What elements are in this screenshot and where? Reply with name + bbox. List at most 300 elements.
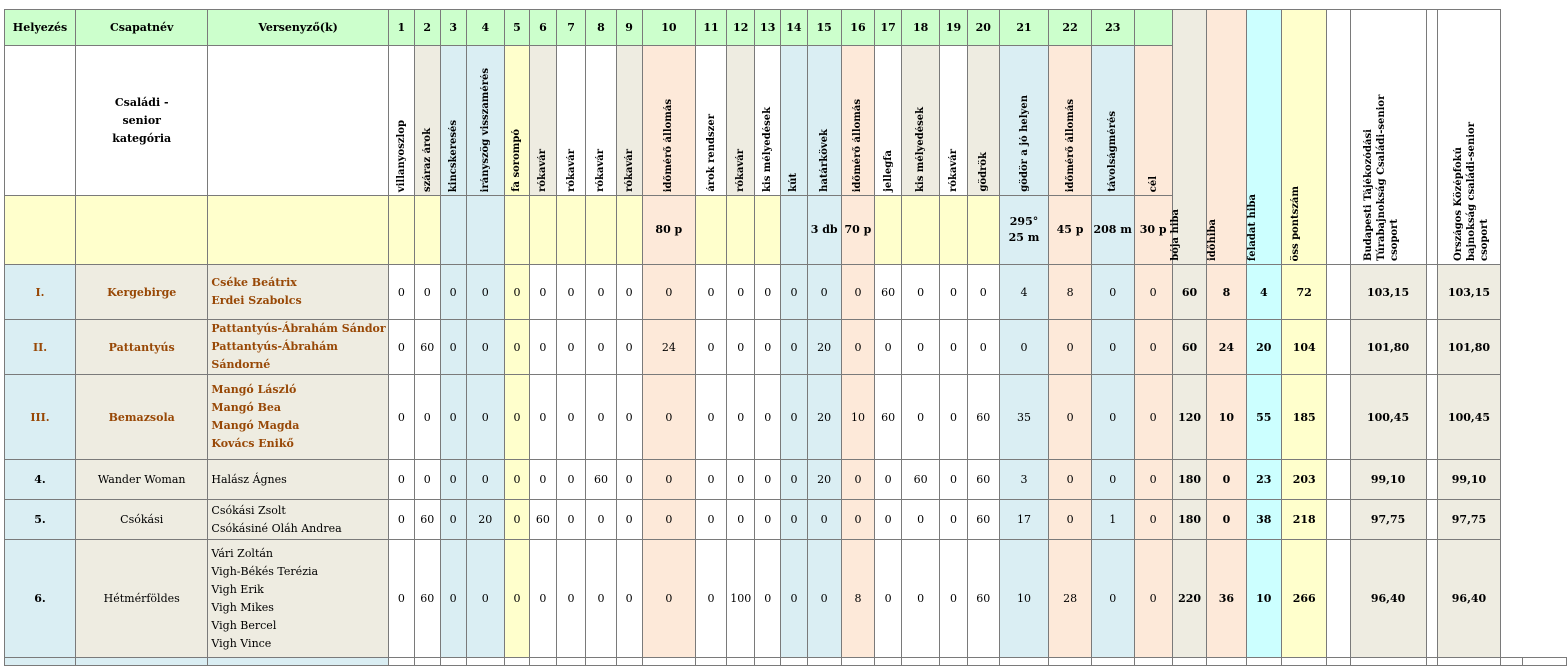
- score-cell: 0: [841, 265, 875, 320]
- score-cell: 0: [586, 540, 616, 658]
- station-number: 8: [586, 10, 616, 46]
- score-cell: 0: [440, 540, 466, 658]
- score-cell: 0: [727, 320, 755, 375]
- station-name-label: irányszög visszamérés: [479, 67, 491, 192]
- station-name: [875, 46, 902, 196]
- spacer: [1327, 460, 1350, 500]
- station-name-label: kis mélyedések: [915, 106, 927, 192]
- score-cell: 0: [727, 375, 755, 460]
- spacer: [1426, 320, 1438, 375]
- blank-cell: [5, 46, 76, 196]
- score-cell: 0: [781, 500, 808, 540]
- member-name: Vigh-Békés Terézia: [211, 564, 319, 578]
- score-cell: 0: [755, 320, 781, 375]
- team-cell: Kergebirge: [76, 265, 208, 320]
- score-cell: 0: [781, 375, 808, 460]
- buoy-cell: 60: [1172, 320, 1207, 375]
- team-cell: Wander Woman: [76, 460, 208, 500]
- budapest-cell: 101,80: [1350, 320, 1426, 375]
- member-name: Vigh Erik: [211, 582, 264, 596]
- summary-label: öss pontszám: [1289, 185, 1301, 261]
- score-cell: 0: [556, 500, 586, 540]
- score-cell: 0: [902, 320, 940, 375]
- score-cell: 0: [1091, 265, 1134, 320]
- summary-header-time: [1207, 10, 1246, 265]
- station-target: [727, 196, 755, 265]
- score-cell: 0: [781, 460, 808, 500]
- spacer: [1426, 460, 1438, 500]
- score-cell: 0: [1049, 460, 1092, 500]
- score-cell: 0: [902, 500, 940, 540]
- member-name: Vári Zoltán: [211, 546, 274, 560]
- total-cell: 185: [1282, 375, 1327, 460]
- score-cell: 0: [902, 375, 940, 460]
- task-cell: 23: [1246, 460, 1282, 500]
- score-cell: 3: [999, 460, 1048, 500]
- national-cell: 103,15: [1438, 265, 1501, 320]
- score-cell: 0: [940, 540, 968, 658]
- station-number: 7: [556, 10, 586, 46]
- station-name: [696, 46, 727, 196]
- score-cell: 0: [841, 460, 875, 500]
- blank-cell: [556, 658, 586, 666]
- score-cell: 0: [875, 500, 902, 540]
- score-cell: 0: [388, 320, 414, 375]
- spacer: [1327, 375, 1350, 460]
- spacer: [1327, 500, 1350, 540]
- station-number: 10: [642, 10, 695, 46]
- station-number: 5: [504, 10, 529, 46]
- results-table: [4, 9, 1567, 666]
- rank-cell: 5.: [5, 500, 76, 540]
- score-cell: 0: [1134, 500, 1172, 540]
- summary-label: időhiba: [1207, 218, 1219, 261]
- score-cell: 0: [902, 540, 940, 658]
- score-cell: 20: [807, 320, 841, 375]
- task-cell: 10: [1246, 540, 1282, 658]
- rank-cell: III.: [5, 375, 76, 460]
- task-cell: 38: [1246, 500, 1282, 540]
- member-name: Pattantyús-Ábrahám Sándorné: [211, 340, 338, 371]
- table-row: [5, 460, 1567, 500]
- score-cell: 1: [1091, 500, 1134, 540]
- score-cell: 4: [999, 265, 1048, 320]
- station-name: [781, 46, 808, 196]
- score-cell: 0: [388, 540, 414, 658]
- score-cell: 60: [414, 320, 440, 375]
- station-number: 11: [696, 10, 727, 46]
- time-cell: 8: [1207, 265, 1246, 320]
- score-cell: 0: [781, 265, 808, 320]
- score-cell: 0: [556, 375, 586, 460]
- score-cell: 0: [504, 320, 529, 375]
- rank-cell: II.: [5, 320, 76, 375]
- station-target: [440, 196, 466, 265]
- score-cell: 0: [414, 375, 440, 460]
- score-cell: 0: [940, 500, 968, 540]
- score-cell: 20: [807, 375, 841, 460]
- rank-cell: I.: [5, 265, 76, 320]
- team-cell: Csókási: [76, 500, 208, 540]
- blank-cell: [586, 658, 616, 666]
- blank-cell: [781, 658, 808, 666]
- score-cell: 0: [1091, 540, 1134, 658]
- spacer: [1327, 10, 1350, 265]
- budapest-label: Budapesti Tájékozódási Túrabajnokság Családi-senior csoport: [1363, 94, 1401, 261]
- station-name: [388, 46, 414, 196]
- score-cell: 0: [696, 375, 727, 460]
- budapest-cell: 96,40: [1350, 540, 1426, 658]
- blank-cell: [696, 658, 727, 666]
- station-number: 1: [388, 10, 414, 46]
- score-cell: 8: [1049, 265, 1092, 320]
- score-cell: 0: [642, 265, 695, 320]
- station-name-label: kincskeresés: [447, 119, 459, 192]
- station-target: 3 db: [807, 196, 841, 265]
- score-cell: 0: [807, 540, 841, 658]
- score-cell: 0: [642, 375, 695, 460]
- blank-cell: [208, 46, 388, 196]
- score-cell: 0: [696, 265, 727, 320]
- time-cell: 36: [1207, 540, 1246, 658]
- score-cell: 0: [530, 320, 557, 375]
- total-cell: 266: [1282, 540, 1327, 658]
- score-cell: 0: [504, 265, 529, 320]
- score-cell: 0: [727, 265, 755, 320]
- score-cell: 0: [556, 320, 586, 375]
- blank-cell: [1134, 658, 1172, 666]
- blank-cell: [1049, 658, 1092, 666]
- spacer: [1426, 265, 1438, 320]
- buoy-cell: 180: [1172, 460, 1207, 500]
- blank-cell: [616, 658, 642, 666]
- station-target: 45 p: [1049, 196, 1092, 265]
- score-cell: 0: [875, 540, 902, 658]
- station-name: [440, 46, 466, 196]
- blank-cell: [999, 658, 1048, 666]
- national-cell: 96,40: [1438, 540, 1501, 658]
- score-cell: 0: [586, 320, 616, 375]
- member-name: Vigh Bercel: [211, 618, 277, 632]
- station-name: [727, 46, 755, 196]
- rank-cell: 6.: [5, 540, 76, 658]
- blank-cell: [504, 658, 529, 666]
- station-target: [466, 196, 504, 265]
- score-cell: 0: [530, 375, 557, 460]
- station-name-label: rókavár: [623, 149, 635, 192]
- station-name-label: rókavár: [565, 149, 577, 192]
- blank-cell: [940, 658, 968, 666]
- station-name: [1091, 46, 1134, 196]
- score-cell: 0: [1049, 375, 1092, 460]
- blank-cell: [1426, 658, 1438, 666]
- station-name-label: rókavár: [735, 149, 747, 192]
- spacer: [1426, 375, 1438, 460]
- score-cell: 0: [1134, 460, 1172, 500]
- station-name-label: árok rendszer: [705, 114, 717, 192]
- score-cell: 0: [781, 540, 808, 658]
- score-cell: 0: [616, 265, 642, 320]
- score-cell: 35: [999, 375, 1048, 460]
- member-name: Vigh Vince: [211, 636, 272, 650]
- blank-cell: [841, 658, 875, 666]
- station-target: [586, 196, 616, 265]
- score-cell: 0: [807, 500, 841, 540]
- station-name: [556, 46, 586, 196]
- blank-cell: [727, 658, 755, 666]
- blank-cell: [1207, 658, 1246, 666]
- station-target: [388, 196, 414, 265]
- category-label: Családi - senior kategória: [76, 46, 208, 196]
- score-cell: 0: [440, 320, 466, 375]
- score-cell: 0: [504, 375, 529, 460]
- score-cell: 0: [696, 500, 727, 540]
- blank-cell: [1500, 658, 1522, 666]
- score-cell: 0: [440, 460, 466, 500]
- station-name-label: villanyoszlop: [395, 119, 407, 192]
- score-cell: 0: [999, 320, 1048, 375]
- score-cell: 60: [414, 500, 440, 540]
- score-cell: 0: [1134, 540, 1172, 658]
- score-cell: 0: [556, 460, 586, 500]
- score-cell: 60: [967, 375, 999, 460]
- station-name-label: fa sorompó: [511, 129, 523, 192]
- total-cell: 72: [1282, 265, 1327, 320]
- score-cell: 0: [875, 460, 902, 500]
- national-label: Országos Középfokú bajnokság családi-senior csoport: [1453, 122, 1490, 261]
- score-cell: 0: [466, 375, 504, 460]
- station-number: 15: [807, 10, 841, 46]
- station-number: 2: [414, 10, 440, 46]
- station-target: [414, 196, 440, 265]
- summary-header-budapest: [1350, 10, 1426, 265]
- score-cell: 0: [755, 265, 781, 320]
- station-name-label: időmérő állomás: [663, 98, 675, 192]
- members-cell: [208, 375, 388, 460]
- budapest-cell: 100,45: [1350, 375, 1426, 460]
- budapest-cell: 97,75: [1350, 500, 1426, 540]
- station-name: [616, 46, 642, 196]
- station-number: [1134, 10, 1172, 46]
- score-cell: 0: [807, 265, 841, 320]
- score-cell: 0: [504, 500, 529, 540]
- station-name-label: rókavár: [948, 149, 960, 192]
- member-name: Mangó Bea: [211, 401, 281, 414]
- score-cell: 0: [466, 460, 504, 500]
- score-cell: 0: [466, 540, 504, 658]
- score-cell: 8: [841, 540, 875, 658]
- task-cell: 4: [1246, 265, 1282, 320]
- rank-cell: 4.: [5, 460, 76, 500]
- score-cell: 0: [530, 265, 557, 320]
- score-cell: 60: [875, 375, 902, 460]
- station-name: [642, 46, 695, 196]
- score-cell: 20: [466, 500, 504, 540]
- station-target: [696, 196, 727, 265]
- station-name: [414, 46, 440, 196]
- task-cell: 55: [1246, 375, 1282, 460]
- score-cell: 0: [1091, 375, 1134, 460]
- total-cell: 203: [1282, 460, 1327, 500]
- time-cell: 0: [1207, 460, 1246, 500]
- station-number: 12: [727, 10, 755, 46]
- blank-cell: [208, 658, 388, 666]
- blank-cell: [642, 658, 695, 666]
- station-name: [940, 46, 968, 196]
- score-cell: 60: [902, 460, 940, 500]
- blank-cell: [875, 658, 902, 666]
- members-cell: [208, 320, 388, 375]
- score-cell: 0: [504, 460, 529, 500]
- team-cell: Hétmérföldes: [76, 540, 208, 658]
- score-cell: 0: [875, 320, 902, 375]
- task-cell: 20: [1246, 320, 1282, 375]
- score-cell: 0: [940, 265, 968, 320]
- station-number: 17: [875, 10, 902, 46]
- station-target: [940, 196, 968, 265]
- buoy-cell: 60: [1172, 265, 1207, 320]
- station-name-label: gödrök: [977, 152, 989, 192]
- score-cell: 17: [999, 500, 1048, 540]
- member-name: Mangó Magda: [211, 419, 300, 432]
- score-cell: 0: [1049, 320, 1092, 375]
- score-cell: 60: [414, 540, 440, 658]
- time-cell: 24: [1207, 320, 1246, 375]
- score-cell: 0: [440, 375, 466, 460]
- table-row: [5, 265, 1567, 320]
- national-cell: 99,10: [1438, 460, 1501, 500]
- station-name: [530, 46, 557, 196]
- score-cell: 0: [940, 375, 968, 460]
- member-name: Cséke Beátrix: [211, 276, 297, 289]
- station-name-label: kis mélyedések: [762, 106, 774, 192]
- blank-cell: [807, 658, 841, 666]
- score-cell: 0: [414, 265, 440, 320]
- blank-cell: [1438, 658, 1501, 666]
- spacer: [1327, 320, 1350, 375]
- score-cell: 0: [1134, 375, 1172, 460]
- score-cell: 0: [696, 320, 727, 375]
- score-cell: 0: [388, 460, 414, 500]
- table-row: [5, 320, 1567, 375]
- station-name: [586, 46, 616, 196]
- score-cell: 0: [616, 500, 642, 540]
- score-cell: 0: [530, 460, 557, 500]
- national-cell: 97,75: [1438, 500, 1501, 540]
- score-cell: 0: [616, 540, 642, 658]
- summary-header-national: [1438, 10, 1501, 265]
- station-number: 22: [1049, 10, 1092, 46]
- members-cell: [208, 265, 388, 320]
- score-cell: 0: [755, 540, 781, 658]
- summary-header-total: [1282, 10, 1327, 265]
- blank-cell: [1246, 658, 1282, 666]
- member-name: Halász Ágnes: [211, 472, 287, 486]
- station-number: 18: [902, 10, 940, 46]
- score-cell: 0: [902, 265, 940, 320]
- blank-cell: [388, 658, 414, 666]
- blank-cell: [1282, 658, 1327, 666]
- score-cell: 0: [586, 375, 616, 460]
- station-target: [781, 196, 808, 265]
- station-target: 208 m: [1091, 196, 1134, 265]
- station-target: 295° 25 m: [999, 196, 1048, 265]
- score-cell: 0: [616, 320, 642, 375]
- budapest-cell: 99,10: [1350, 460, 1426, 500]
- score-cell: 0: [781, 320, 808, 375]
- station-name: [504, 46, 529, 196]
- blank-cell: [530, 658, 557, 666]
- table-row: [5, 500, 1567, 540]
- station-name-label: rókavár: [537, 149, 549, 192]
- station-name: [967, 46, 999, 196]
- blank-cell: [76, 196, 208, 265]
- score-cell: 0: [696, 540, 727, 658]
- score-cell: 0: [1134, 265, 1172, 320]
- score-cell: 0: [556, 540, 586, 658]
- score-cell: 0: [414, 460, 440, 500]
- blank-cell: [1172, 658, 1207, 666]
- station-name-label: határkövek: [818, 129, 830, 192]
- station-number: 13: [755, 10, 781, 46]
- score-cell: 0: [616, 375, 642, 460]
- station-name-label: időmérő állomás: [1064, 98, 1076, 192]
- station-name: [466, 46, 504, 196]
- score-cell: 60: [875, 265, 902, 320]
- national-cell: 100,45: [1438, 375, 1501, 460]
- station-name-label: rókavár: [595, 149, 607, 192]
- team-cell: Pattantyús: [76, 320, 208, 375]
- blank-cell: [1091, 658, 1134, 666]
- score-cell: 0: [1049, 500, 1092, 540]
- time-cell: 10: [1207, 375, 1246, 460]
- station-name: [1134, 46, 1172, 196]
- summary-header-task: [1246, 10, 1282, 265]
- blank-cell: [5, 658, 76, 666]
- score-cell: 0: [388, 500, 414, 540]
- header-competitors: Versenyző(k): [208, 10, 388, 46]
- station-number: 3: [440, 10, 466, 46]
- station-name: [1049, 46, 1092, 196]
- station-number: 23: [1091, 10, 1134, 46]
- station-name: [999, 46, 1048, 196]
- score-cell: 10: [999, 540, 1048, 658]
- score-cell: 0: [504, 540, 529, 658]
- blank-cell: [1523, 658, 1567, 666]
- member-name: Vigh Mikes: [211, 600, 274, 614]
- blank-cell: [440, 658, 466, 666]
- score-cell: 0: [440, 500, 466, 540]
- table-row: [5, 540, 1567, 658]
- station-target: 70 p: [841, 196, 875, 265]
- blank-cell: [967, 658, 999, 666]
- station-number: 9: [616, 10, 642, 46]
- score-cell: 0: [586, 500, 616, 540]
- score-cell: 0: [388, 265, 414, 320]
- station-name-label: cél: [1147, 175, 1159, 192]
- score-cell: 0: [586, 265, 616, 320]
- station-target: [504, 196, 529, 265]
- summary-header-buoy: [1172, 10, 1207, 265]
- summary-label: bója hiba: [1170, 209, 1182, 261]
- score-cell: 28: [1049, 540, 1092, 658]
- total-cell: 218: [1282, 500, 1327, 540]
- station-name: [807, 46, 841, 196]
- blank-cell: [1327, 658, 1350, 666]
- blank-cell: [208, 196, 388, 265]
- station-name-label: kút: [788, 173, 800, 192]
- station-target: [556, 196, 586, 265]
